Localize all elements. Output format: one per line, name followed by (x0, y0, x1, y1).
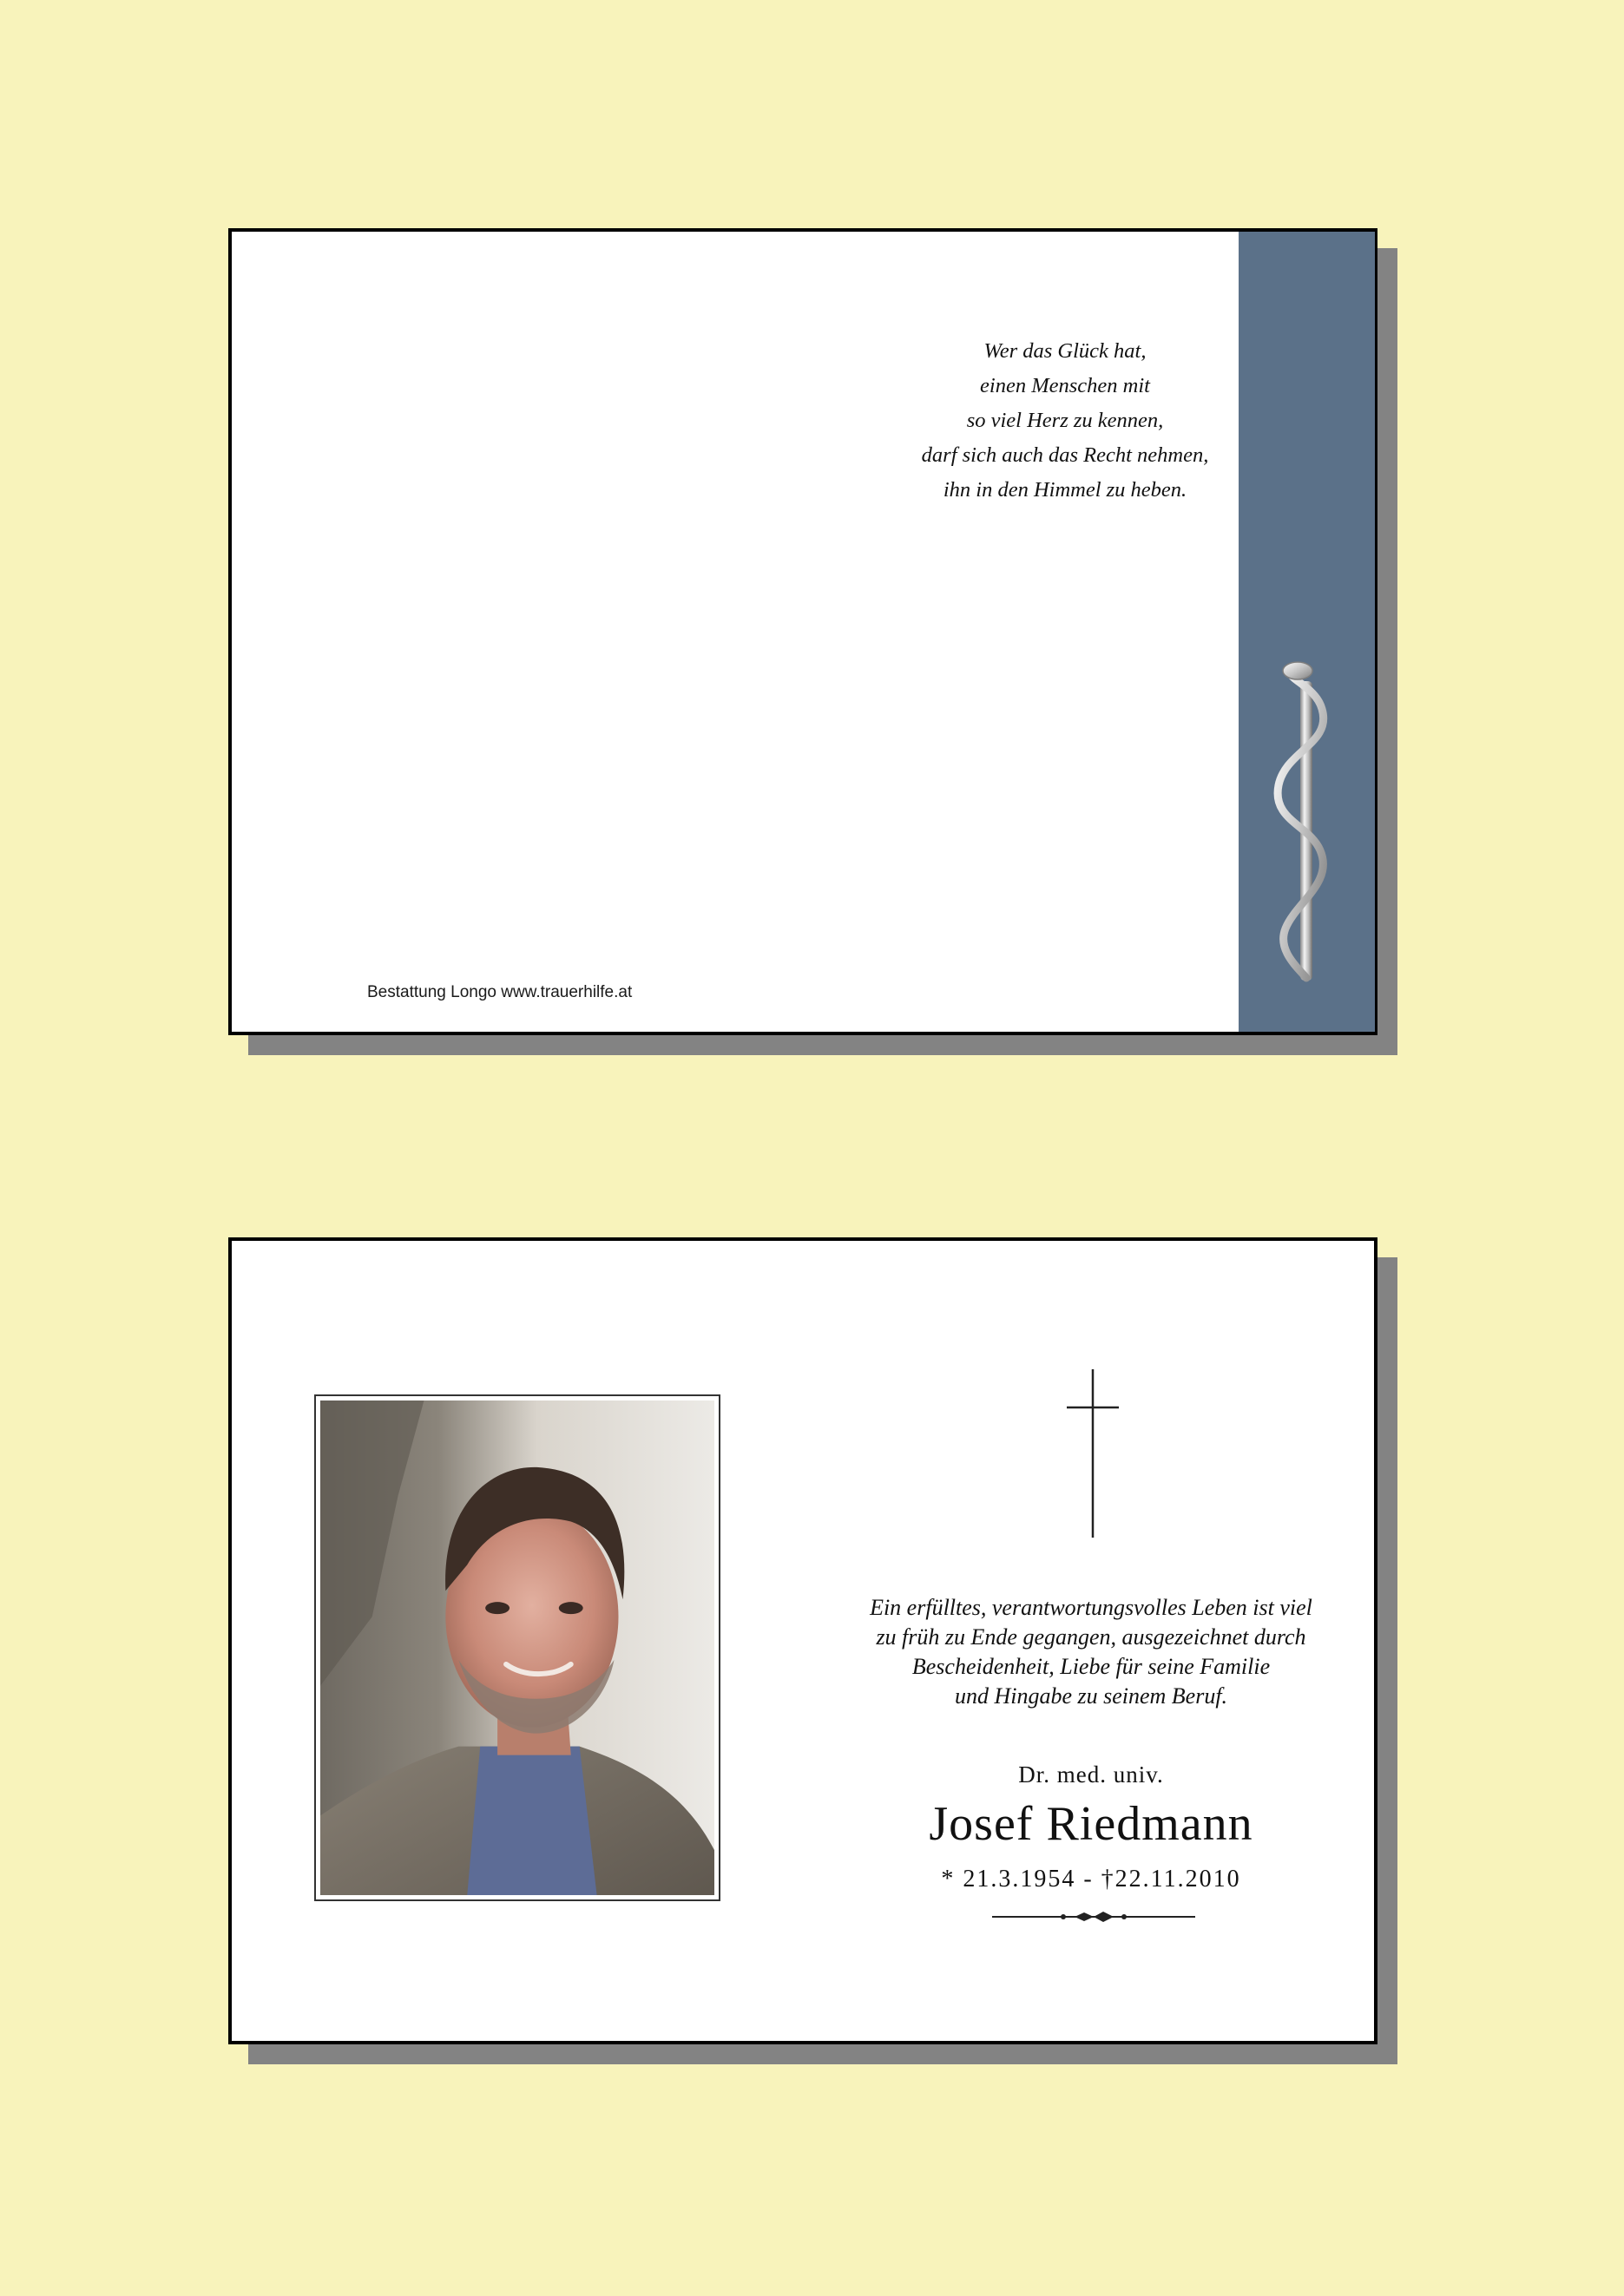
quote-line: ihn in den Himmel zu heben. (943, 478, 1187, 502)
cross-icon (1067, 1369, 1119, 1538)
quote-line: darf sich auch das Recht nehmen, (921, 443, 1209, 467)
imprint-text: Bestattung Longo www.trauerhilfe.at (367, 983, 633, 1001)
quote-line: so viel Herz zu kennen, (966, 409, 1164, 432)
eulogy-text (813, 1593, 1369, 1711)
flourish-divider-icon (992, 1907, 1195, 1926)
eulogy-line: Bescheidenheit, Liebe für seine Familie (911, 1654, 1271, 1679)
eulogy-line: und Hingabe zu seinem Beruf. (954, 1683, 1228, 1709)
eulogy-line: zu früh zu Ende gegangen, ausgezeichnet durch (876, 1624, 1306, 1650)
card-back (228, 1237, 1377, 2044)
portrait-frame (314, 1394, 720, 1901)
eulogy-line: Ein erfülltes, verantwortungsvolles Leben ist viel (870, 1595, 1312, 1620)
deceased-name: Josef Riedmann (929, 1797, 1253, 1851)
life-dates: * 21.3.1954 - †22.11.2010 (941, 1866, 1241, 1893)
staff-of-asclepius-icon (1259, 655, 1355, 985)
portrait-photo (320, 1401, 714, 1895)
academic-title: Dr. med. univ. (1018, 1761, 1164, 1788)
quote-line: einen Menschen mit (980, 374, 1150, 397)
quote-line: Wer das Glück hat, (983, 339, 1147, 363)
card-front (228, 228, 1377, 1035)
